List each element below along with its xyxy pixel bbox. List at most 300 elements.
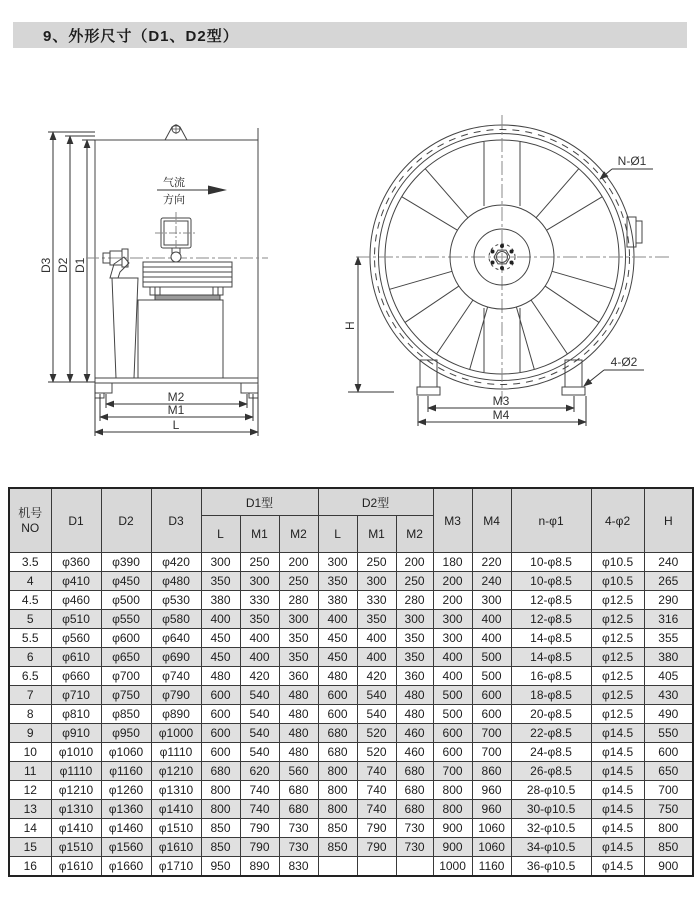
table-cell: 400: [472, 610, 511, 629]
table-cell: φ12.5: [591, 705, 644, 724]
table-cell: 16-φ8.5: [511, 667, 591, 686]
dimensions-table: [8, 487, 694, 877]
table-cell: 36-φ10.5: [511, 857, 591, 877]
table-cell: 355: [644, 629, 693, 648]
table-cell: 730: [396, 838, 433, 857]
table-cell: φ1360: [101, 800, 151, 819]
table-cell: 10-φ8.5: [511, 553, 591, 572]
col-header-no: [9, 488, 51, 553]
table-cell: φ740: [151, 667, 201, 686]
table-cell: 830: [279, 857, 318, 877]
table-cell: 300: [433, 610, 472, 629]
table-cell: φ14.5: [591, 819, 644, 838]
table-row: [9, 743, 693, 762]
table-cell: 560: [279, 762, 318, 781]
table-cell: φ550: [101, 610, 151, 629]
drawings-svg: [10, 90, 700, 482]
table-cell: φ12.5: [591, 648, 644, 667]
table-cell: 5.5: [9, 629, 51, 648]
table-row: [9, 762, 693, 781]
table-cell: 620: [240, 762, 279, 781]
flange-holes-callout: [600, 154, 653, 179]
table-cell: 316: [644, 610, 693, 629]
table-cell: 730: [396, 819, 433, 838]
table-cell: φ14.5: [591, 838, 644, 857]
table-cell: 450: [318, 629, 357, 648]
table-cell: 20-φ8.5: [511, 705, 591, 724]
table-cell: 680: [318, 743, 357, 762]
motor: [143, 262, 232, 300]
table-cell: 250: [396, 572, 433, 591]
table-cell: 790: [357, 838, 396, 857]
table-cell: φ460: [51, 591, 101, 610]
table-cell: 680: [318, 724, 357, 743]
col-header-d1: D1: [51, 488, 101, 553]
table-row: [9, 705, 693, 724]
table-row: [9, 800, 693, 819]
table-cell: 600: [472, 705, 511, 724]
table-row: [9, 572, 693, 591]
table-cell: [396, 857, 433, 877]
dim-label-m4: M4: [492, 408, 510, 422]
table-cell: 800: [644, 819, 693, 838]
table-cell: 330: [357, 591, 396, 610]
table-cell: 850: [644, 838, 693, 857]
table-cell: φ510: [51, 610, 101, 629]
table-cell: 900: [433, 838, 472, 857]
table-cell: 380: [318, 591, 357, 610]
table-cell: φ580: [151, 610, 201, 629]
table-cell: φ650: [101, 648, 151, 667]
table-cell: 950: [201, 857, 240, 877]
table-cell: 15: [9, 838, 51, 857]
table-cell: 800: [433, 781, 472, 800]
table-cell: 6.5: [9, 667, 51, 686]
dim-label-l: L: [172, 418, 180, 432]
table-cell: 7: [9, 686, 51, 705]
table-cell: 460: [396, 743, 433, 762]
table-cell: 1160: [472, 857, 511, 877]
table-cell: φ1160: [101, 762, 151, 781]
table-cell: φ12.5: [591, 591, 644, 610]
dim-label-m3: M3: [492, 394, 510, 408]
table-cell: 240: [472, 572, 511, 591]
table-row: [9, 553, 693, 572]
table-cell: 250: [240, 553, 279, 572]
table-row: [9, 781, 693, 800]
table-cell: 680: [396, 800, 433, 819]
col-header-d1-m2: M2: [279, 516, 318, 553]
dim-label-m2: M2: [167, 390, 185, 404]
table-cell: 400: [472, 629, 511, 648]
table-cell: 400: [433, 667, 472, 686]
table-cell: [318, 857, 357, 877]
table-cell: 800: [318, 762, 357, 781]
table-row: [9, 819, 693, 838]
table-cell: 730: [279, 838, 318, 857]
table-cell: 450: [201, 629, 240, 648]
table-cell: 16: [9, 857, 51, 877]
table-cell: 1060: [472, 819, 511, 838]
table-cell: φ1010: [51, 743, 101, 762]
table-cell: 790: [240, 819, 279, 838]
table-cell: 450: [318, 648, 357, 667]
col-header-d1-m1: M1: [240, 516, 279, 553]
table-cell: 800: [318, 800, 357, 819]
table-cell: 280: [279, 591, 318, 610]
table-cell: 680: [201, 762, 240, 781]
table-cell: φ1710: [151, 857, 201, 877]
table-cell: 28-φ10.5: [511, 781, 591, 800]
table-cell: 800: [433, 800, 472, 819]
table-cell: 300: [472, 591, 511, 610]
table-cell: 480: [201, 667, 240, 686]
table-cell: φ1610: [151, 838, 201, 857]
table-row: [9, 667, 693, 686]
table-cell: φ390: [101, 553, 151, 572]
table-cell: φ360: [51, 553, 101, 572]
table-cell: 34-φ10.5: [511, 838, 591, 857]
table-cell: φ420: [151, 553, 201, 572]
table-cell: 480: [279, 724, 318, 743]
table-cell: 540: [240, 724, 279, 743]
table-cell: 3.5: [9, 553, 51, 572]
table-cell: φ710: [51, 686, 101, 705]
col-header-d2-m2: M2: [396, 516, 433, 553]
table-cell: 600: [201, 705, 240, 724]
table-cell: 730: [279, 819, 318, 838]
table-cell: 330: [240, 591, 279, 610]
col-group-d2-type: D2型: [318, 488, 433, 516]
table-cell: 850: [318, 819, 357, 838]
table-cell: 600: [318, 705, 357, 724]
table-cell: φ10.5: [591, 572, 644, 591]
section-title-bar: [13, 22, 687, 48]
table-cell: 300: [396, 610, 433, 629]
table-cell: 350: [357, 610, 396, 629]
table-cell: 400: [318, 610, 357, 629]
table-cell: 220: [472, 553, 511, 572]
front-view-drawing: [343, 115, 672, 426]
table-cell: 680: [279, 800, 318, 819]
table-cell: φ1510: [51, 838, 101, 857]
table-row: [9, 857, 693, 877]
lifting-lug-icon: [165, 124, 187, 140]
table-cell: 500: [472, 667, 511, 686]
table-cell: 200: [433, 591, 472, 610]
table-cell: 700: [644, 781, 693, 800]
table-row: [9, 686, 693, 705]
table-cell: 14-φ8.5: [511, 629, 591, 648]
table-cell: 12: [9, 781, 51, 800]
table-cell: 350: [240, 610, 279, 629]
table-row: [9, 648, 693, 667]
table-cell: 800: [201, 800, 240, 819]
table-cell: φ1310: [51, 800, 101, 819]
dim-label-h: H: [343, 321, 357, 330]
table-cell: 600: [472, 686, 511, 705]
table-cell: 350: [279, 648, 318, 667]
flange-holes-label: N-Ø1: [617, 154, 647, 168]
table-cell: 350: [279, 629, 318, 648]
table-cell: 400: [201, 610, 240, 629]
table-cell: 380: [201, 591, 240, 610]
table-cell: 960: [472, 800, 511, 819]
table-cell: 550: [644, 724, 693, 743]
table-cell: φ1110: [51, 762, 101, 781]
table-row: [9, 591, 693, 610]
motor-pedestal: [138, 300, 223, 378]
table-cell: 600: [201, 724, 240, 743]
table-cell: φ1610: [51, 857, 101, 877]
table-cell: φ850: [101, 705, 151, 724]
table-cell: 350: [318, 572, 357, 591]
table-cell: 430: [644, 686, 693, 705]
col-header-d3: D3: [151, 488, 201, 553]
table-cell: 400: [240, 629, 279, 648]
table-cell: 350: [396, 629, 433, 648]
table-cell: 420: [357, 667, 396, 686]
col-header-h: H: [644, 488, 693, 553]
junction-box: [155, 212, 197, 262]
table-cell: 600: [318, 686, 357, 705]
table-cell: 960: [472, 781, 511, 800]
table-cell: 4: [9, 572, 51, 591]
table-cell: 850: [201, 838, 240, 857]
table-cell: 490: [644, 705, 693, 724]
table-cell: 360: [396, 667, 433, 686]
table-cell: 18-φ8.5: [511, 686, 591, 705]
table-cell: φ14.5: [591, 762, 644, 781]
table-cell: 300: [201, 553, 240, 572]
table-cell: 740: [240, 800, 279, 819]
table-cell: 300: [357, 572, 396, 591]
airflow-annotation: [157, 175, 227, 206]
diameter-dimensions: [48, 132, 95, 382]
side-view-drawing: [39, 124, 268, 436]
table-cell: φ14.5: [591, 857, 644, 877]
table-cell: φ500: [101, 591, 151, 610]
table-cell: 790: [240, 838, 279, 857]
table-cell: φ1560: [101, 838, 151, 857]
table-cell: 290: [644, 591, 693, 610]
col-header-d2-l: L: [318, 516, 357, 553]
table-cell: φ640: [151, 629, 201, 648]
table-cell: 300: [318, 553, 357, 572]
table-cell: 540: [240, 743, 279, 762]
table-cell: φ14.5: [591, 800, 644, 819]
col-header-4-phi2: 4-φ2: [591, 488, 644, 553]
airflow-label-top: 气流: [163, 177, 185, 189]
table-cell: 600: [201, 743, 240, 762]
table-cell: 10: [9, 743, 51, 762]
table-cell: φ1110: [151, 743, 201, 762]
table-cell: 600: [433, 724, 472, 743]
table-cell: φ530: [151, 591, 201, 610]
table-cell: φ1000: [151, 724, 201, 743]
table-cell: φ950: [101, 724, 151, 743]
table-cell: 1000: [433, 857, 472, 877]
col-header-m4: M4: [472, 488, 511, 553]
table-cell: 200: [279, 553, 318, 572]
table-cell: 650: [644, 762, 693, 781]
table-cell: φ12.5: [591, 667, 644, 686]
table-cell: 700: [433, 762, 472, 781]
table-cell: 280: [396, 591, 433, 610]
table-cell: 700: [472, 724, 511, 743]
airflow-arrow-icon: [208, 186, 227, 195]
table-cell: φ1410: [51, 819, 101, 838]
table-cell: 800: [318, 781, 357, 800]
table-cell: 265: [644, 572, 693, 591]
dim-label-d3: D3: [39, 257, 53, 273]
table-cell: φ600: [101, 629, 151, 648]
table-cell: φ610: [51, 648, 101, 667]
table-cell: φ1660: [101, 857, 151, 877]
airflow-label-bottom: 方向: [163, 194, 185, 206]
table-cell: 680: [396, 781, 433, 800]
col-header-no-en: NO: [21, 520, 40, 535]
col-header-d2: D2: [101, 488, 151, 553]
table-cell: 890: [240, 857, 279, 877]
table-cell: 480: [396, 705, 433, 724]
table-cell: 750: [644, 800, 693, 819]
table-cell: 200: [396, 553, 433, 572]
table-header: [9, 488, 693, 553]
table-cell: φ410: [51, 572, 101, 591]
table-cell: 420: [240, 667, 279, 686]
table-cell: 540: [240, 705, 279, 724]
table-cell: φ810: [51, 705, 101, 724]
dimensions-table-wrap: [8, 487, 692, 877]
table-cell: φ1460: [101, 819, 151, 838]
table-cell: 540: [357, 686, 396, 705]
table-cell: 400: [240, 648, 279, 667]
table-cell: φ1310: [151, 781, 201, 800]
table-cell: 350: [396, 648, 433, 667]
table-cell: 500: [472, 648, 511, 667]
table-cell: φ560: [51, 629, 101, 648]
table-cell: 600: [433, 743, 472, 762]
table-cell: φ790: [151, 686, 201, 705]
table-cell: 680: [396, 762, 433, 781]
table-cell: 680: [279, 781, 318, 800]
col-header-n-phi1: n-φ1: [511, 488, 591, 553]
table-cell: 180: [433, 553, 472, 572]
table-cell: 200: [433, 572, 472, 591]
table-cell: 500: [433, 705, 472, 724]
table-cell: φ14.5: [591, 724, 644, 743]
table-cell: 30-φ10.5: [511, 800, 591, 819]
table-cell: φ480: [151, 572, 201, 591]
dim-label-d2: D2: [56, 257, 70, 273]
technical-drawings: [10, 90, 700, 482]
table-cell: 300: [433, 629, 472, 648]
table-cell: 13: [9, 800, 51, 819]
table-cell: φ1060: [101, 743, 151, 762]
table-cell: 405: [644, 667, 693, 686]
table-cell: 850: [201, 819, 240, 838]
table-cell: 26-φ8.5: [511, 762, 591, 781]
table-cell: 480: [396, 686, 433, 705]
table-cell: 400: [357, 629, 396, 648]
table-cell: 450: [201, 648, 240, 667]
table-row: [9, 629, 693, 648]
table-cell: 480: [279, 686, 318, 705]
table-cell: 12-φ8.5: [511, 610, 591, 629]
table-cell: 12-φ8.5: [511, 591, 591, 610]
section-title: 9、外形尺寸（D1、D2型）: [43, 27, 239, 45]
col-header-d2-m1: M1: [357, 516, 396, 553]
table-cell: φ1210: [151, 762, 201, 781]
table-cell: 4.5: [9, 591, 51, 610]
col-header-m3: M3: [433, 488, 472, 553]
table-cell: 5: [9, 610, 51, 629]
table-cell: φ12.5: [591, 686, 644, 705]
table-cell: 11: [9, 762, 51, 781]
table-cell: φ700: [101, 667, 151, 686]
table-cell: φ1210: [51, 781, 101, 800]
dim-label-d1: D1: [73, 257, 87, 273]
table-cell: 480: [279, 705, 318, 724]
table-cell: 790: [357, 819, 396, 838]
table-cell: φ690: [151, 648, 201, 667]
table-cell: φ1510: [151, 819, 201, 838]
table-cell: 740: [240, 781, 279, 800]
table-cell: 740: [357, 781, 396, 800]
table-cell: 300: [279, 610, 318, 629]
table-cell: 400: [433, 648, 472, 667]
table-cell: 520: [357, 743, 396, 762]
table-cell: 480: [318, 667, 357, 686]
table-cell: 520: [357, 724, 396, 743]
impeller-blade: [110, 257, 138, 378]
table-cell: φ890: [151, 705, 201, 724]
col-group-d1-type: D1型: [201, 488, 318, 516]
table-cell: 9: [9, 724, 51, 743]
table-cell: 14: [9, 819, 51, 838]
table-cell: φ450: [101, 572, 151, 591]
table-cell: 800: [201, 781, 240, 800]
table-cell: 300: [240, 572, 279, 591]
table-row: [9, 724, 693, 743]
dim-label-m1: M1: [167, 403, 185, 417]
col-header-d1-l: L: [201, 516, 240, 553]
table-cell: 24-φ8.5: [511, 743, 591, 762]
table-cell: φ12.5: [591, 629, 644, 648]
table-cell: 10-φ8.5: [511, 572, 591, 591]
table-cell: φ14.5: [591, 743, 644, 762]
table-cell: φ14.5: [591, 781, 644, 800]
foot-holes-label: 4-Ø2: [610, 355, 638, 369]
table-cell: 900: [644, 857, 693, 877]
foot-holes-callout: [584, 355, 644, 386]
table-cell: φ750: [101, 686, 151, 705]
table-cell: φ910: [51, 724, 101, 743]
table-cell: 740: [357, 762, 396, 781]
table-cell: 350: [201, 572, 240, 591]
table-cell: φ10.5: [591, 553, 644, 572]
table-cell: 360: [279, 667, 318, 686]
table-cell: 32-φ10.5: [511, 819, 591, 838]
table-cell: 900: [433, 819, 472, 838]
table-cell: φ12.5: [591, 610, 644, 629]
table-cell: 700: [472, 743, 511, 762]
table-cell: φ660: [51, 667, 101, 686]
table-cell: [357, 857, 396, 877]
table-cell: 1060: [472, 838, 511, 857]
table-cell: 400: [357, 648, 396, 667]
